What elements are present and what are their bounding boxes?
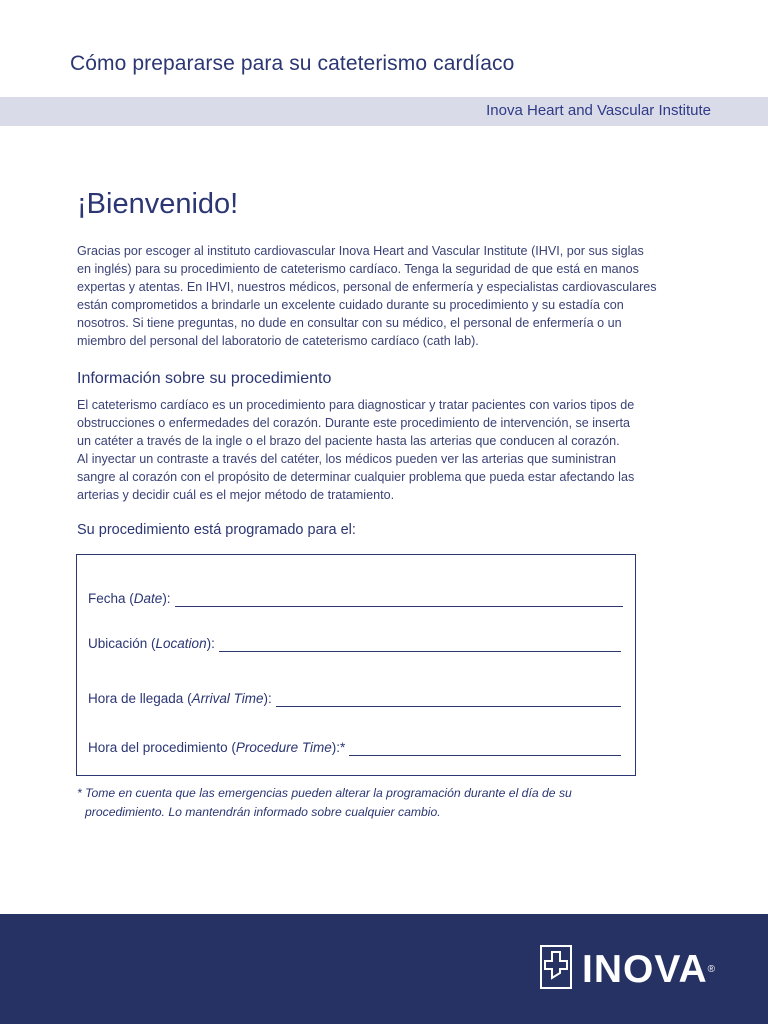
- page-title: Cómo prepararse para su cateterismo cardíaco: [70, 52, 515, 75]
- procedure-info-paragraph: [77, 396, 707, 504]
- institute-name: Inova Heart and Vascular Institute: [486, 102, 711, 119]
- schedule-footnote: * Tome en cuenta que las emergencias pueden alterar la programación durante el día de su procedimiento. Lo mantendrán informado sobre cualquier cambio.: [77, 786, 572, 819]
- inova-logo: [540, 945, 716, 994]
- location-label: Ubicación (Location):: [88, 636, 215, 651]
- intro-line: miembro del personal del laboratorio de cateterismo cardíaco (cath lab).: [77, 334, 479, 348]
- procedure-time-label: Hora del procedimiento (Procedure Time):*: [88, 740, 346, 755]
- institute-banner: [0, 97, 768, 126]
- intro-line: en inglés) para su procedimiento de cateterismo cardíaco. Tenga la seguridad de que está en manos: [77, 262, 639, 276]
- intro-line: están comprometidos a brindarle un excelente cuidado durante su procedimiento y su estadía con: [77, 298, 624, 312]
- procedure-info-heading: Información sobre su procedimiento: [77, 370, 332, 387]
- date-label: Fecha (Date):: [88, 591, 171, 606]
- logo-wordmark: INOVA®: [582, 947, 716, 991]
- cross-logo-icon: [540, 945, 572, 994]
- location-field[interactable]: [219, 633, 621, 652]
- arrival-time-row: [88, 688, 621, 707]
- procedure-line: sangre al corazón con el propósito de determinar cualquier problema que pueda estar afectando las: [77, 470, 635, 484]
- date-row: [88, 588, 623, 607]
- intro-paragraph: [77, 242, 707, 350]
- intro-line: expertas y atentas. En IHVI, nuestros médicos, personal de enfermería y especialistas cardiovasculares: [77, 280, 657, 294]
- procedure-line: El cateterismo cardíaco es un procedimiento para diagnosticar y tratar pacientes con varios tipos de: [77, 398, 635, 412]
- schedule-heading: Su procedimiento está programado para el:: [77, 522, 356, 538]
- procedure-line: un catéter a través de la ingle o el brazo del paciente hasta las arterias que conducen al corazón.: [77, 434, 620, 448]
- procedure-line: Al inyectar un contraste a través del catéter, los médicos pueden ver las arterias que suministran: [77, 452, 617, 466]
- intro-line: nosotros. Si tiene preguntas, no dude en consultar con su médico, el personal de enfermería o un: [77, 316, 622, 330]
- procedure-line: arterias y decidir cuál es el mejor método de tratamiento.: [77, 488, 395, 502]
- arrival-time-field[interactable]: [276, 688, 621, 707]
- intro-line: Gracias por escoger al instituto cardiovascular Inova Heart and Vascular Institute (IHVI, por sus siglas: [77, 244, 644, 258]
- procedure-time-row: [88, 737, 621, 756]
- location-row: [88, 633, 621, 652]
- arrival-time-label: Hora de llegada (Arrival Time):: [88, 691, 272, 706]
- procedure-time-field[interactable]: [349, 737, 621, 756]
- date-field[interactable]: [175, 588, 623, 607]
- welcome-heading: ¡Bienvenido!: [77, 188, 239, 220]
- procedure-line: obstrucciones o enfermedades del corazón. Durante este procedimiento de intervención, se inserta: [77, 416, 631, 430]
